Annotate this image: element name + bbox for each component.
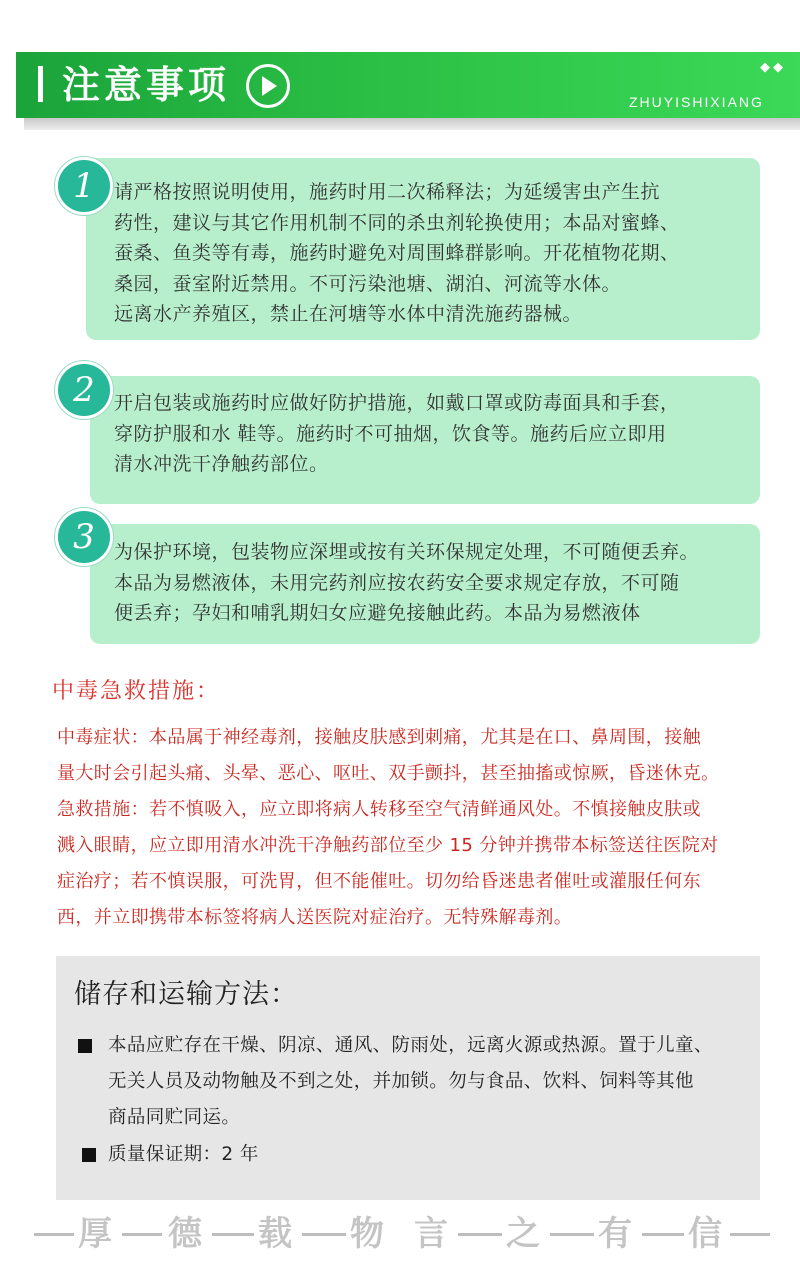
number-badge-1: 1 [55, 157, 113, 215]
slogan-char: 言 [414, 1214, 448, 1254]
storage-item-2 [108, 1137, 768, 1173]
slogan-char: 厚 [78, 1214, 112, 1254]
storage-line: 无关人员及动物触及不到之处，并加锁。勿与食品、饮料、饲料等其他 [108, 1071, 694, 1092]
poisoning-heading: 中毒急救措施： [52, 679, 221, 704]
notice-text-3 [114, 537, 800, 629]
storage-line: 商品同贮同运。 [108, 1107, 241, 1128]
poisoning-line: 量大时会引起头痛、头晕、恶心、呕吐、双手颤抖，甚至抽搐或惊厥，昏迷休克。 [57, 763, 720, 784]
slogan-char: 载 [258, 1214, 292, 1254]
page-title: 注意事项 [62, 63, 231, 107]
poisoning-line: 中毒症状：本品属于神经毒剂，接触皮肤感到刺痛，尤其是在口、鼻周围，接触 [57, 727, 701, 748]
slogan-char: 之 [506, 1214, 540, 1254]
number-badge-2: 2 [55, 361, 113, 419]
slogan-divider [550, 1233, 594, 1236]
slogan-divider [642, 1233, 684, 1236]
bullet-square-icon [82, 1148, 96, 1162]
poisoning-line: 溅入眼睛，应立即用清水冲洗干净触药部位至少 15 分钟并携带本标签送往医院对 [57, 835, 719, 856]
banner-shadow [24, 118, 800, 130]
notice-text-2 [114, 388, 800, 480]
notice-line: 药性，建议与其它作用机制不同的杀虫剂轮换使用；本品对蜜蜂、 [114, 211, 680, 234]
notice-line: 请严格按照说明使用，施药时用二次稀释法；为延缓害虫产生抗 [114, 181, 661, 203]
slogan-divider [34, 1233, 74, 1236]
notice-line: 便丢弃；孕妇和哺乳期妇女应避免接触此药。本品为易燃液体 [114, 602, 641, 624]
notice-line: 桑园，蚕室附近禁用。不可污染池塘、湖泊、河流等水体。 [114, 272, 622, 295]
slogan-divider [122, 1233, 162, 1236]
notice-text-1 [114, 177, 800, 330]
storage-line: 本品应贮存在干燥、阴凉、通风、防雨处，远离火源或热源。置于儿童、 [108, 1035, 713, 1056]
notice-line: 蚕桑、鱼类等有毒，施药时避免对周围蜂群影响。开花植物花期、 [114, 242, 680, 264]
poisoning-line: 西，并立即携带本标签将病人送医院对症治疗。无特殊解毒剂。 [57, 907, 573, 928]
storage-item-1 [108, 1028, 768, 1136]
poisoning-line: 症治疗；若不慎误服，可洗胃，但不能催吐。切勿给昏迷患者催吐或灌服任何东 [57, 871, 701, 892]
notice-line: 本品为易燃液体，未用完药剂应按农药安全要求规定存放，不可随 [114, 571, 680, 594]
notice-line: 开启包装或施药时应做好防护措施，如戴口罩或防毒面具和手套， [114, 392, 680, 414]
diamond-decoration-icon: ◆◆ [760, 60, 786, 75]
number-badge-3: 3 [55, 508, 113, 566]
notice-line: 为保护环境，包装物应深埋或按有关环保规定处理，不可随便丢弃。 [114, 541, 700, 563]
title-bar-accent [38, 66, 43, 102]
slogan-char: 物 [350, 1214, 384, 1254]
page-subtitle: ZHUYISHIXIANG [629, 94, 764, 110]
notice-line: 穿防护服和水 鞋等。施药时不可抽烟，饮食等。施药后应立即用 [114, 422, 667, 445]
slogan-char: 德 [168, 1214, 202, 1254]
notice-line: 远离水产养殖区，禁止在河塘等水体中清洗施药器械。 [114, 303, 583, 325]
slogan-divider [302, 1233, 346, 1236]
storage-line: 质量保证期：2 年 [108, 1144, 259, 1165]
slogan-char: 有 [598, 1214, 632, 1254]
slogan-divider [212, 1233, 254, 1236]
play-circle-icon [246, 64, 290, 108]
poisoning-text [57, 720, 797, 936]
poisoning-line: 急救措施：若不慎吸入，应立即将病人转移至空气清鲜通风处。不慎接触皮肤或 [57, 799, 701, 820]
slogan-divider [458, 1233, 502, 1236]
storage-heading: 储存和运输方法： [74, 979, 298, 1010]
bullet-square-icon [78, 1039, 92, 1053]
slogan-divider [730, 1233, 770, 1236]
footer-slogan [0, 1212, 800, 1256]
slogan-char: 信 [688, 1214, 722, 1254]
notice-line: 清水冲洗干净触药部位。 [114, 453, 329, 475]
